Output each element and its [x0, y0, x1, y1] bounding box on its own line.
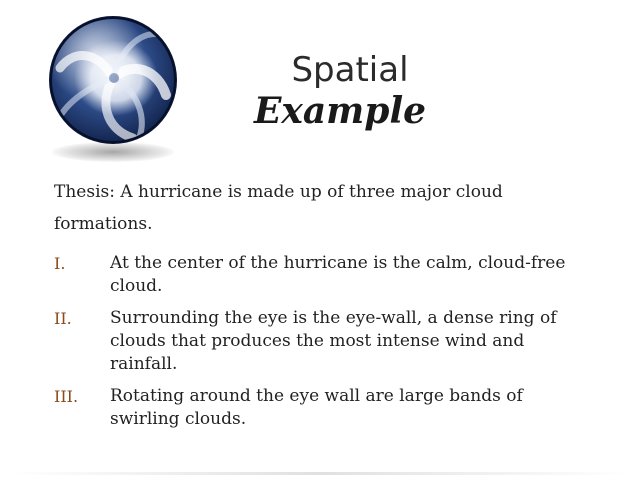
points-list: [54, 252, 594, 440]
list-item-text: Rotating around the eye wall are large bands of swirling clouds.: [110, 386, 523, 429]
list-numeral: II.: [54, 309, 72, 328]
title-line-2: Example: [253, 90, 427, 132]
hurricane-globe-icon: [38, 10, 188, 160]
globe-shadow: [52, 142, 174, 162]
list-item-text: At the center of the hurricane is the calm, cloud-free cloud.: [110, 253, 566, 296]
slide-title: [230, 50, 430, 132]
globe-svg: [38, 10, 188, 160]
list-numeral: I.: [54, 254, 66, 273]
list-item: [54, 385, 594, 431]
list-item-text: Surrounding the eye is the eye-wall, a dense ring of clouds that produces the most intense wind and rainfall.: [110, 308, 557, 374]
title-line-1: Spatial: [291, 50, 409, 90]
list-item: [54, 307, 594, 376]
list-item: [54, 252, 594, 298]
list-numeral: III.: [54, 387, 79, 406]
thesis-statement: Thesis: A hurricane is made up of three major cloud formations.: [54, 182, 503, 234]
